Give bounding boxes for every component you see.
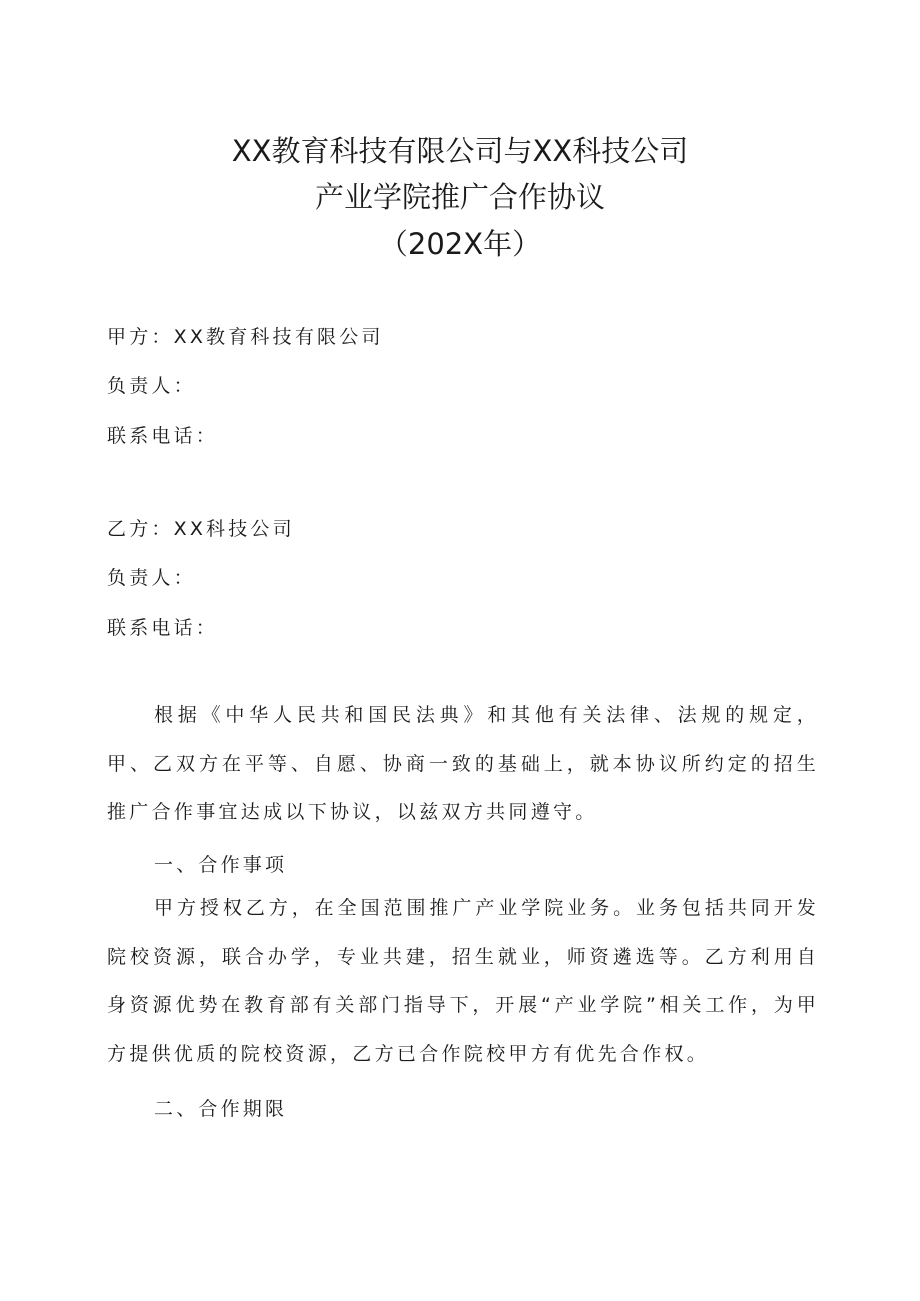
party-a-name: 甲方：XX教育科技有限公司 <box>107 326 384 348</box>
party-b-name: 乙方：XX科技公司 <box>107 518 295 540</box>
party-b-phone: 联系电话： <box>107 617 219 639</box>
document-title-line-1: XX教育科技有限公司与XX科技公司 <box>231 134 689 168</box>
document-title-line-2: 产业学院推广合作协议 <box>314 180 605 214</box>
section-1-paragraph: 甲方授权乙方，在全国范围推广产业学院业务。业务包括共同开发院校资源，联合办学，专业共建，招生就业，师资遴选等。乙方利用自身资源优势在教育部有关部门指导下，开展“产业学院”相关工作，为甲方提供优质的院校资源，乙方已合作院校甲方有优先合作权。 <box>107 897 819 1065</box>
party-b-person: 负责人： <box>107 567 196 589</box>
section-2-heading: 二、合作期限 <box>154 1098 288 1120</box>
section-1-heading: 一、合作事项 <box>154 854 288 876</box>
party-a-person: 负责人： <box>107 375 196 397</box>
intro-paragraph: 根据《中华人民共和国民法典》和其他有关法律、法规的规定，甲、乙双方在平等、自愿、协商一致的基础上，就本协议所约定的招生推广合作事宜达成以下协议，以兹双方共同遵守。 <box>107 704 819 823</box>
document-title-year: （202X年） <box>378 227 542 261</box>
party-a-phone: 联系电话： <box>107 425 219 447</box>
